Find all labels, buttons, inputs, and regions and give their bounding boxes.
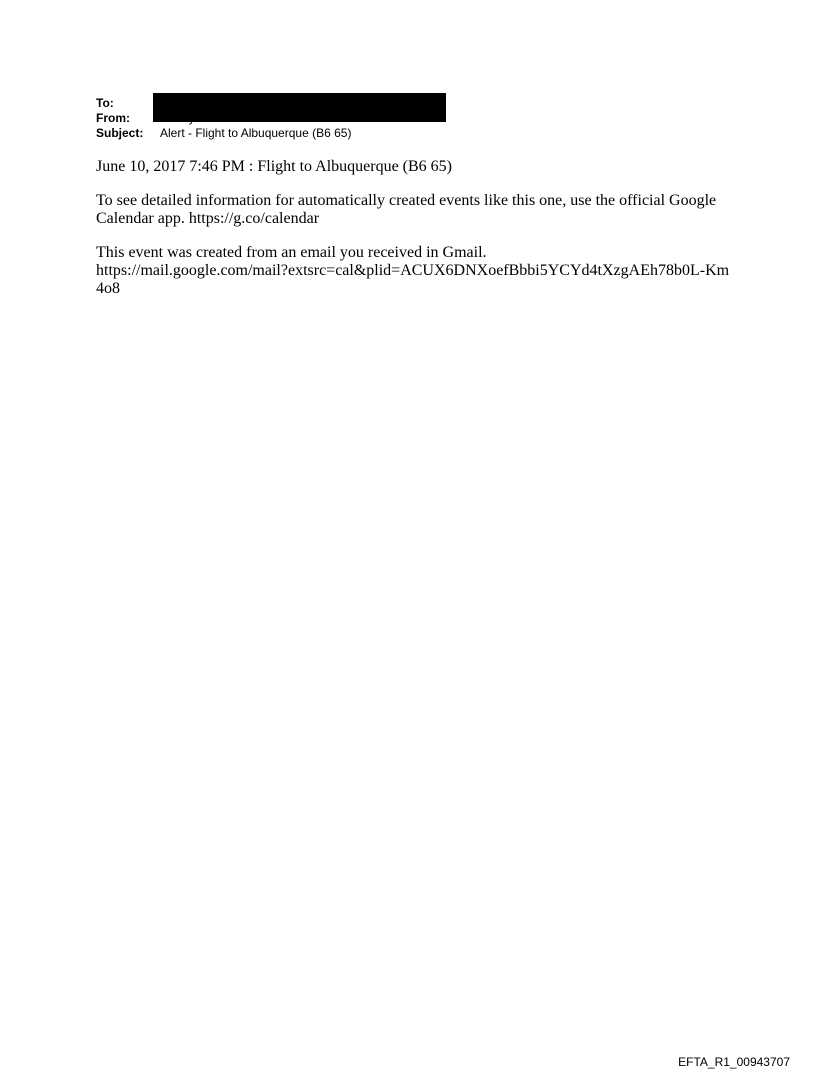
subject-value: Alert - Flight to Albuquerque (B6 65)	[160, 126, 352, 140]
document-id: EFTA_R1_00943707	[678, 1055, 790, 1069]
gmail-note: This event was created from an email you received in Gmail.	[96, 244, 487, 261]
calendar-info: To see detailed information for automatically created events like this one, use the official Google Calendar app. https://g.co/calendar	[96, 192, 717, 227]
from-label: From:	[96, 111, 130, 125]
email-body	[96, 158, 736, 314]
to-label: To:	[96, 96, 114, 110]
redaction-box	[153, 93, 446, 122]
subject-label: Subject:	[96, 126, 144, 140]
event-line: June 10, 2017 7:46 PM : Flight to Albuquerque (B6 65)	[96, 158, 452, 175]
gmail-link: https://mail.google.com/mail?extsrc=cal&plid=ACUX6DNXoefBbbi5YCYd4tXzgAEh78b0L-Km4o8	[96, 262, 730, 297]
gmail-note-paragraph	[96, 244, 736, 298]
subject-row	[96, 126, 351, 141]
